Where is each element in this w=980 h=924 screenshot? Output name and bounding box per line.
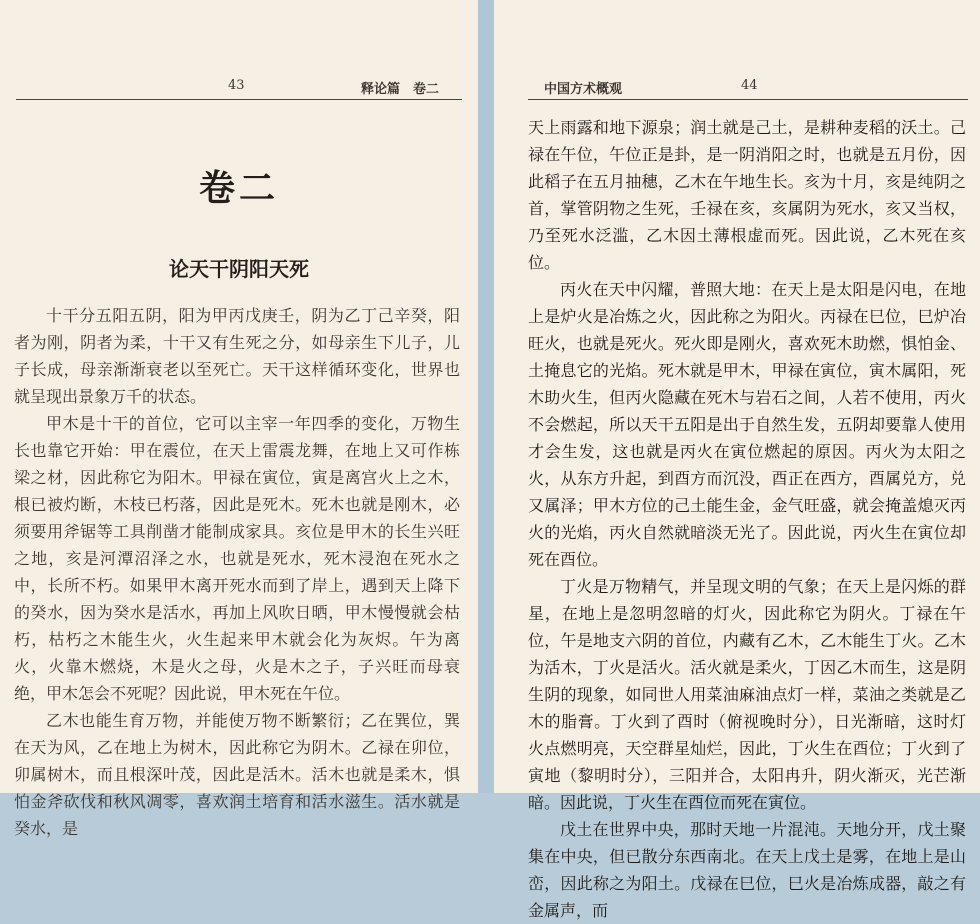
paragraph: 乙木也能生育万物，并能使万物不断繁衍；乙在巽位，巽在天为风，乙在地上为树木，因此称它为阴木。乙禄在卯位，卯属树木，而且根深叶茂，因此是活木。活木也就是柔木，惧怕金斧砍伐和秋风凋零，喜欢润土培育和活水滋生。活水就是癸水，是 bbox=[14, 711, 460, 838]
paragraph: 丙火在天中闪耀，普照大地：在天上是太阳是闪电，在地上是炉火是冶炼之火，因此称之为阳火。丙禄在巳位，巳炉冶旺火，也就是死火。死火即是刚火，喜欢死木助燃，惧怕金、土掩息它的光焰。死木就是甲木，甲禄在寅位，寅木属阳，死木助火生，但丙火隐藏在死木与岩石之间，人若不使用，丙火不会燃起，所以天干五阳是出于自然生发，五阴却要靠人使用才会生发，这也就是丙火在寅位燃起的原因。丙火为太阳之火，从东方升起，到酉方而沉没，酉正在西方，酉属兑方，兑又属泽；甲木方位的己土能生金，金气旺盛，就会掩盖熄灭丙火的光焰，丙火自然就暗淡无光了。因此说，丙火生在寅位却死在酉位。 bbox=[528, 280, 966, 569]
running-head: 中国方术概观 bbox=[544, 82, 623, 97]
header-rule bbox=[528, 99, 968, 100]
left-page bbox=[0, 0, 478, 838]
header-rule bbox=[16, 99, 462, 100]
chapter-title: 卷二 bbox=[198, 167, 279, 209]
paragraph: 甲木是十干的首位，它可以主宰一年四季的变化，万物生长也靠它开始：甲在震位，在天上雷震龙舞，在地上又可作栋梁之材，因此称它为阳木。甲禄在寅位，寅是离宫火上之木，根已被灼断，木枝已朽落，因此是死木。死木也就是刚木，必须要用斧锯等工具削凿才能制成家具。亥位是甲木的长生兴旺之地，亥是河潭沼泽之水，也就是死水，死木浸泡在死水之中，长所不朽。如果甲木离开死水而到了岸上，遇到天上降下的癸水，因为癸水是活水，再加上风吹日晒，甲木慢慢就会枯朽，枯朽之木能生火，火生起来甲木就会化为灰烬。午为离火，火靠木燃烧，木是火之母，火是木之子，子兴旺而母衰绝，甲木怎会不死呢？因此说，甲木死在午位。 bbox=[14, 414, 460, 703]
body-text bbox=[14, 302, 460, 842]
body-text bbox=[528, 114, 966, 924]
paragraph: 戊土在世界中央，那时天地一片混沌。天地分开，戊土聚集在中央，但已散分东西南北。在天上戊土是雾，在地上是山峦，因此称之为阳土。戊禄在巳位，巳火是冶炼成器，敲之有金属声，而 bbox=[528, 820, 966, 920]
running-head: 释论篇 卷二 bbox=[361, 82, 440, 97]
page-number: 44 bbox=[741, 78, 758, 93]
paragraph: 天上雨露和地下源泉；润土就是己土，是耕种麦稻的沃土。己禄在午位，午位正是卦，是一阴消阳之时，也就是五月份，因此稻子在五月抽穗，乙木在午地生长。亥为十月，亥是纯阴之首，掌管阴物之生死，壬禄在亥，亥属阴为死水，亥又当权，乃至死水泛滥，乙木因土薄根虚而死。因此说，乙木死在亥位。 bbox=[528, 118, 966, 272]
paragraph: 十干分五阳五阴，阳为甲丙戊庚壬，阴为乙丁己辛癸，阳者为刚，阴者为柔，十干又有生死之分，如母亲生下儿子，儿子长成，母亲渐渐衰老以至死亡。天干这样循环变化，世界也就呈现出景象万千的状态。 bbox=[14, 306, 460, 406]
book-spine-gap bbox=[478, 0, 494, 793]
right-page bbox=[494, 0, 980, 920]
page-number: 43 bbox=[228, 78, 245, 93]
paragraph: 丁火是万物精气，并呈现文明的气象；在天上是闪烁的群星，在地上是忽明忽暗的灯火，因此称它为阴火。丁禄在午位，午是地支六阴的首位，内藏有乙木，乙木能生丁火。乙木为活木，丁火是活火。活火就是柔火，丁因乙木而生，这是阴生阴的现象，如同世人用菜油麻油点灯一样，菜油之类就是乙木的脂膏。丁火到了酉时（俯视晚时分），日光渐暗，这时灯火点燃明亮，天空群星灿烂，因此，丁火生在酉位；丁火到了寅地（黎明时分），三阳并合，太阳冉升，阴火渐灭，光芒渐暗。因此说，丁火生在酉位而死在寅位。 bbox=[528, 577, 966, 812]
section-title: 论天干阴阳天死 bbox=[169, 257, 309, 281]
